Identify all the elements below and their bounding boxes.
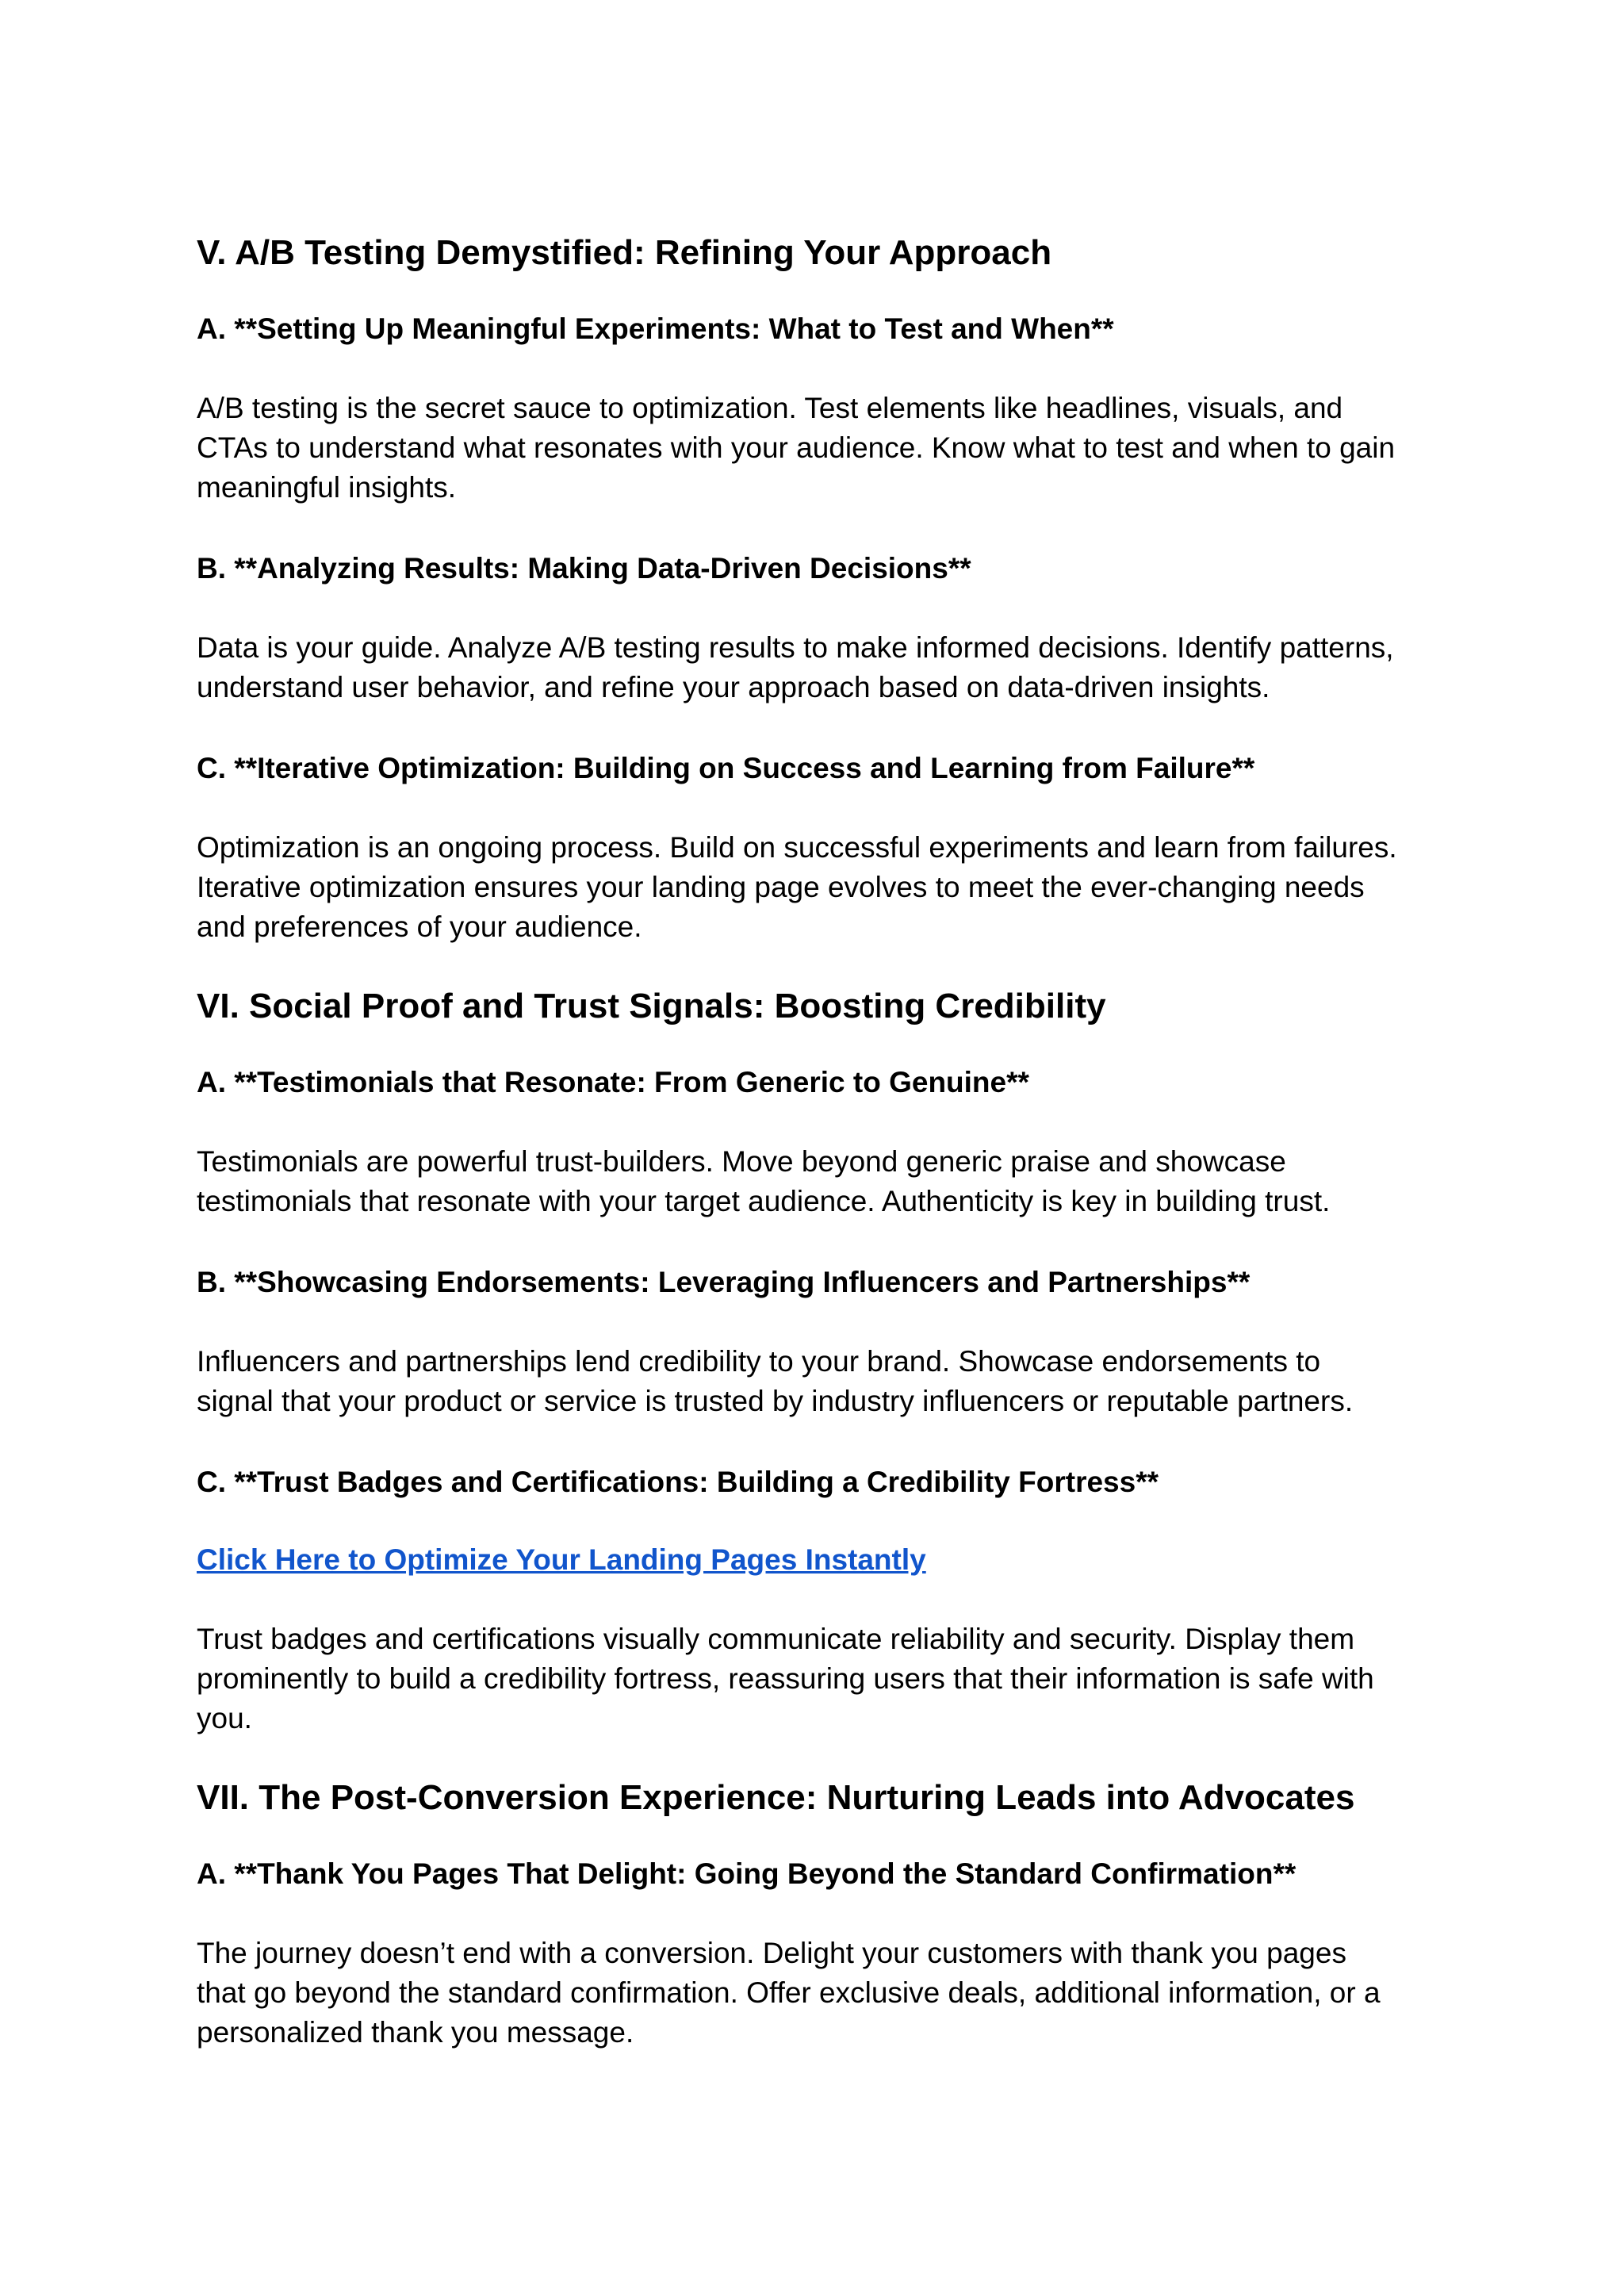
paragraph-vii-a xyxy=(197,1934,1450,2053)
paragraph-line: Data is your guide. Analyze A/B testing results to make informed decisions. Identify patterns, xyxy=(197,631,1394,664)
optimize-landing-pages-link[interactable]: Click Here to Optimize Your Landing Pages Instantly xyxy=(197,1543,926,1576)
subheading-vi-c: C. **Trust Badges and Certifications: Building a Credibility Fortress** xyxy=(197,1466,1159,1498)
paragraph-line: signal that your product or service is trusted by industry influencers or reputable partners. xyxy=(197,1385,1354,1417)
subheading-v-b: B. **Analyzing Results: Making Data-Driven Decisions** xyxy=(197,552,971,585)
paragraph-line: A/B testing is the secret sauce to optimization. Test elements like headlines, visuals, and xyxy=(197,392,1343,424)
paragraph-line: CTAs to understand what resonates with your audience. Know what to test and when to gain xyxy=(197,431,1396,464)
section-heading-vi: VI. Social Proof and Trust Signals: Boosting Credibility xyxy=(197,987,1106,1025)
paragraph-v-c xyxy=(197,828,1450,947)
paragraph-v-a xyxy=(197,389,1450,508)
paragraph-line: that go beyond the standard confirmation. Offer exclusive deals, additional information, or a xyxy=(197,1976,1381,2009)
paragraph-line: testimonials that resonate with your target audience. Authenticity is key in building trust. xyxy=(197,1185,1331,1217)
paragraph-vi-a xyxy=(197,1142,1450,1221)
subheading-v-a: A. **Setting Up Meaningful Experiments: What to Test and When** xyxy=(197,312,1114,345)
paragraph-line: meaningful insights. xyxy=(197,471,457,504)
section-heading-vii: VII. The Post-Conversion Experience: Nurturing Leads into Advocates xyxy=(197,1778,1355,1817)
document-content xyxy=(197,232,1450,2053)
paragraph-line: Iterative optimization ensures your landing page evolves to meet the ever-changing needs xyxy=(197,871,1365,903)
subheading-vi-a: A. **Testimonials that Resonate: From Generic to Genuine** xyxy=(197,1066,1029,1098)
paragraph-vi-b xyxy=(197,1342,1450,1421)
paragraph-line: and preferences of your audience. xyxy=(197,910,642,943)
paragraph-line: Trust badges and certifications visually communicate reliability and security. Display them xyxy=(197,1623,1355,1655)
paragraph-v-b xyxy=(197,628,1450,707)
paragraph-line: understand user behavior, and refine your approach based on data-driven insights. xyxy=(197,671,1270,703)
paragraph-line: personalized thank you message. xyxy=(197,2016,634,2049)
paragraph-line: Testimonials are powerful trust-builders. Move beyond generic praise and showcase xyxy=(197,1145,1286,1178)
section-heading-v: V. A/B Testing Demystified: Refining Your Approach xyxy=(197,233,1052,272)
paragraph-line: Optimization is an ongoing process. Build on successful experiments and learn from failures. xyxy=(197,831,1397,864)
paragraph-line: The journey doesn’t end with a conversion. Delight your customers with thank you pages xyxy=(197,1937,1346,1969)
paragraph-line: you. xyxy=(197,1702,252,1734)
subheading-v-c: C. **Iterative Optimization: Building on Success and Learning from Failure** xyxy=(197,752,1255,784)
paragraph-line: prominently to build a credibility fortress, reassuring users that their information is safe with xyxy=(197,1662,1374,1695)
paragraph-line: Influencers and partnerships lend credibility to your brand. Showcase endorsements to xyxy=(197,1345,1321,1378)
subheading-vi-b: B. **Showcasing Endorsements: Leveraging Influencers and Partnerships** xyxy=(197,1266,1251,1298)
paragraph-vi-c xyxy=(197,1619,1450,1738)
subheading-vii-a: A. **Thank You Pages That Delight: Going Beyond the Standard Confirmation** xyxy=(197,1857,1297,1890)
